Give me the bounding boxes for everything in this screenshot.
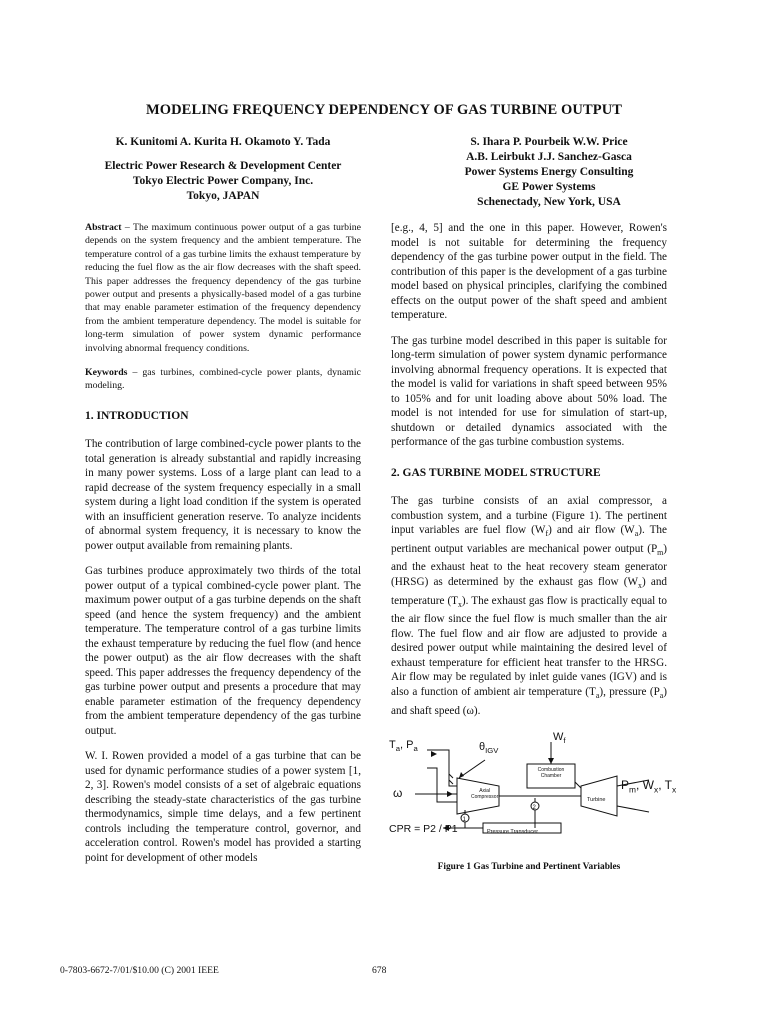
paragraph: Gas turbines produce approximately two thirds of the total power output of a typical combined-cycle power plant. The maximum power output of a gas turbine depends on the shaft speed (and hence the system frequency) and the ambient temperature. The temperature control of a gas turbine limits the exhaust temperature by reducing the fuel flow (and hence the power output) as the air flow decreases with the shaft speed. This paper addresses the frequency dependency of the gas turbine power output and presents a procedure that may enable parameter estimation of the frequency dependency from the ambient temperature dependency of the gas turbine output. [85, 565, 361, 737]
keywords-text: – gas turbines, combined-cycle power plants, dynamic modeling. [85, 367, 361, 392]
paragraph: The contribution of large combined-cycle power plants to the total generation is already substantial and rapidly increasing in many power systems. Loss of a large plant can lead to a rapid decrease of the system frequency especially in a small system during a light load condition if the system is operated with an insufficient generation reserve. To analyze incidents of abnormal system frequency, it is necessary to know the power output available from remaining plants. [85, 438, 361, 552]
igv-label: $\theta_{IGV}$ [479, 741, 499, 756]
abstract [85, 221, 361, 355]
node-2-label: 2 [532, 805, 536, 812]
combustion-chamber-label: Combustion Chamber [537, 767, 565, 780]
paragraph: The gas turbine consists of an axial compressor, a combustion system, and a turbine (Figure 1). The pertinent input variables are fuel flow $(W_f)$ and air flow $(W_a)$. The pertinent output variables are mechanical power output $(P_m)$ and the exhaust heat to the heat recovery steam generator (HRSG) as determined by the exhaust gas flow $(W_x)$ and temperature $(T_x)$. The exhaust gas flow is practically equal to the air flow since the fuel flow is much smaller than the air flow. The fuel flow and air flow are adjusted to provide a desired power output while maintaining the desired level of exhaust temperature for efficient heat transfer to the HRSG. Air flow may be regulated by inlet guide vanes (IGV) and is also a function of ambient air temperature $(T_a)$, pressure $(P_a)$ and shaft speed (ω). [391, 495, 668, 717]
paragraph: W. I. Rowen provided a model of a gas turbine that can be used for dynamic performance studies of a power system [1, 2, 3]. Rowen's model consists of a set of algebraic equations describing the steady-state characteristics of the gas turbine thermodynamics, simple time delays, and a few pertinent controls including the temperature control, governor, and acceleration control. Rowen's model has provided a starting point for development of other models [85, 750, 361, 864]
ambient-label: $T_a$, $P_a$ [389, 739, 418, 754]
author-names-right: S. Ihara P. Pourbeik W.W. Price [470, 136, 628, 148]
cpr-label: CPR = P2 / P1 [389, 823, 458, 836]
paragraph: [e.g., 4, 5] and the one in this paper. However, Rowen's model is not suitable for determining the frequency dependency of the gas turbine power output in the field. The contribution of this paper is the development of a gas turbine model based on physical principles, clarifying the combined effects on the output power of the shaft speed and ambient temperature. [391, 222, 667, 321]
author-names-left: K. Kunitomi A. Kurita H. Okamoto Y. Tada [115, 136, 331, 148]
affiliation-line: Tokyo Electric Power Company, Inc. [132, 175, 314, 187]
fuel-flow-label: $W_f$ [553, 731, 566, 746]
right-column [389, 221, 677, 875]
paper-title: MODELING FREQUENCY DEPENDENCY OF GAS TURBINE OUTPUT [145, 102, 623, 118]
left-column [85, 221, 361, 876]
omega-label: ω [393, 786, 403, 801]
footer-copyright: 0-7803-6672-7/01/$10.00 (C) 2001 IEEE [60, 965, 219, 976]
keywords [85, 366, 361, 393]
keywords-label: Keywords [85, 367, 128, 379]
section-heading: 2. GAS TURBINE MODEL STRUCTURE [391, 466, 601, 479]
figure-caption: Figure 1 Gas Turbine and Pertinent Variables [437, 862, 621, 873]
section-heading: 1. INTRODUCTION [85, 409, 189, 422]
authors-right [388, 135, 710, 210]
arrow-head [459, 772, 464, 778]
pressure-transducer-label: Pressure Transducer [487, 828, 539, 835]
inlet-duct [427, 768, 457, 802]
arrow-head [447, 791, 453, 797]
output-variables-label: $P_m$, $W_x$, $T_x$ [621, 778, 677, 795]
node-1-label: 1 [462, 817, 466, 824]
affiliation-line: Schenectady, New York, USA [477, 196, 621, 208]
axial-compressor-label: Axial Compressor [471, 788, 499, 801]
page-number: 678 [372, 965, 387, 976]
affiliation-line: Tokyo, JAPAN [186, 190, 260, 202]
affiliation-line: Electric Power Research & Development Center [104, 160, 342, 172]
figure-gas-turbine-diagram [387, 731, 687, 838]
author-names-right: A.B. Leirbukt J.J. Sanchez-Gasca [466, 151, 632, 163]
abstract-text: – The maximum continuous power output of a gas turbine depends on the system frequency and the ambient temperature. The temperature control of a gas turbine limits the exhaust temperature by reducing the fuel flow as the air flow decreases with the shaft speed. This paper addresses the frequency dependency of the gas turbine power output and presents a physically-based model of a gas turbine that may enable parameter estimation of the frequency dependency from the ambient temperature dependency. The model is suitable for long-term simulation of power system dynamic performance involving abnormal frequency conditions. [85, 222, 361, 354]
exhaust-line [617, 806, 649, 812]
arrow-head [548, 758, 554, 764]
arrow-head [431, 751, 437, 757]
paragraph: The gas turbine model described in this paper is suitable for long-term simulation of power system dynamic performance involving abnormal frequency operations. It is expected that the model is valid for variations in shaft speed between 95% to 105% and for unit loading above about 50% load. The model is not intended for use for simulation of start-up, shutdown or detailed dynamics associated with the performance of the gas turbine combustion systems. [391, 334, 667, 448]
duct-line [575, 782, 581, 788]
turbine-label: Turbine [587, 797, 606, 804]
affiliation-line: GE Power Systems [502, 181, 596, 193]
authors-left [60, 135, 386, 204]
abstract-label: Abstract [85, 222, 122, 233]
affiliation-line: Power Systems Energy Consulting [464, 166, 634, 178]
